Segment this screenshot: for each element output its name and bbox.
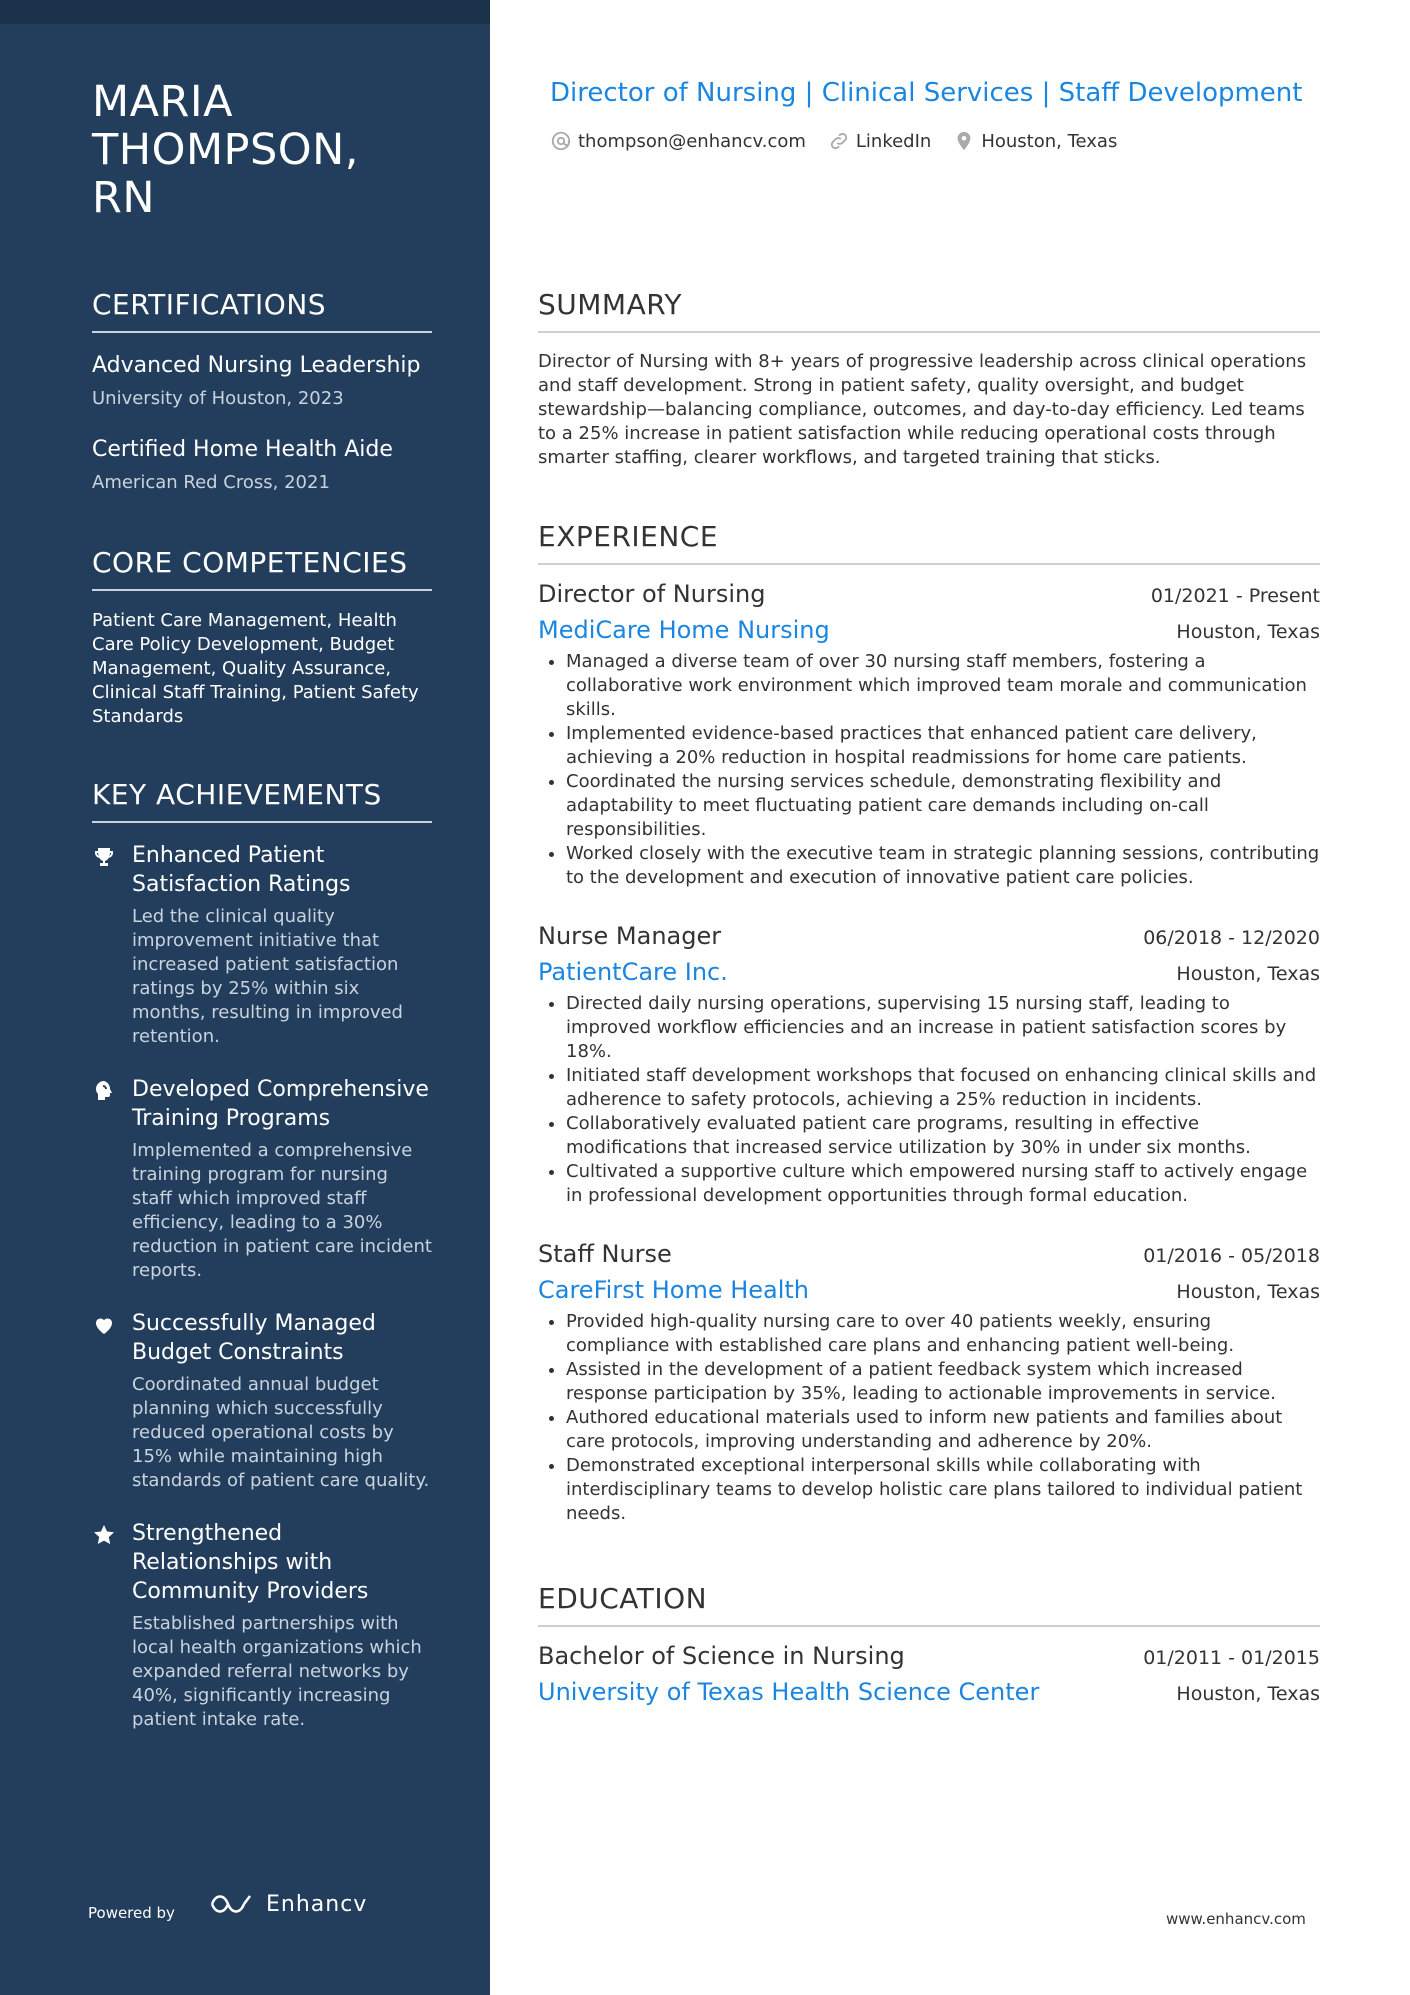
sidebar (0, 0, 490, 1995)
linkedin-text: LinkedIn (855, 130, 932, 152)
job-bullet: • Collaboratively evaluated patient care programs, resulting in effective modifications that increased service utilization by 30% in under six months. (566, 1112, 1320, 1160)
experience-heading: EXPERIENCE (538, 520, 1320, 565)
job-bullet: • Assisted in the development of a patient feedback system which increased response participation by 35%, leading to actionable improvements in service. (566, 1358, 1320, 1406)
job-company[interactable]: CareFirst Home Health (538, 1276, 810, 1304)
job-bullet: • Managed a diverse team of over 30 nursing staff members, fostering a collaborative work environment which improved team morale and communication skills. (566, 650, 1320, 722)
contact-row (550, 130, 1139, 152)
achievement-title: Developed Comprehensive Training Programs (132, 1077, 429, 1131)
achievements-heading: KEY ACHIEVEMENTS (92, 778, 432, 823)
achievement-description: Coordinated annual budget planning which successfully reduced operational costs by 15% while maintaining high standards of patient care quality. (132, 1374, 430, 1491)
powered-by-label: Powered by (88, 1904, 175, 1922)
sidebar-top-bar (0, 0, 490, 24)
achievement-item (92, 1309, 432, 1493)
achievement-description: Led the clinical quality improvement initiative that increased patient satisfaction ratings by 25% within six months, resulting in improved retention. (132, 906, 403, 1047)
contact-location (953, 130, 1117, 152)
email-text: thompson@enhancv.com (578, 130, 806, 152)
job-bullet: • Cultivated a supportive culture which empowered nursing staff to actively engage in professional development opportunities through formal education. (566, 1160, 1320, 1208)
summary-text: Director of Nursing with 8+ years of progressive leadership across clinical operations and staff development. Strong in patient safety, quality oversight, and budget stewardship—balancing compliance, outcomes, and day-to-day efficiency. Led teams to a 25% increase in patient satisfaction while reducing operational costs through smarter staffing, clearer workflows, and targeted training that sticks. (538, 351, 1307, 468)
job-dates: 01/2021 - Present (1150, 585, 1320, 607)
brand-name: Enhancv (266, 1891, 368, 1917)
certification-title: Certified Home Health Aide (92, 437, 393, 462)
brain-icon (92, 1079, 116, 1103)
job-bullet: • Authored educational materials used to inform new patients and families about care protocols, improving understanding and adherence by 20%. (566, 1406, 1320, 1454)
achievement-title: Enhanced Patient Satisfaction Ratings (132, 843, 351, 897)
achievement-description: Established partnerships with local health organizations which expanded referral networks by 40%, significantly increasing patient intake rate. (132, 1613, 422, 1730)
competencies-section (92, 546, 432, 729)
education-item (538, 1642, 1320, 1706)
candidate-name: MARIA THOMPSON, RN (92, 77, 359, 223)
job-bullets (538, 650, 1320, 890)
brand-logo[interactable] (208, 1890, 367, 1918)
job-bullet: • Directed daily nursing operations, supervising 15 nursing staff, leading to improved workflow efficiencies and an increase in patient satisfaction scores by 18%. (566, 992, 1320, 1064)
certifications-section (92, 288, 432, 519)
experience-item (538, 922, 1320, 1208)
job-dates: 01/2016 - 05/2018 (1143, 1245, 1320, 1267)
school[interactable]: University of Texas Health Science Center (538, 1678, 1040, 1706)
job-bullet: • Demonstrated exceptional interpersonal skills while collaborating with interdisciplinary teams to develop holistic care plans tailored to individual patient needs. (566, 1454, 1320, 1526)
job-title: Nurse Manager (538, 922, 722, 950)
contact-email[interactable] (550, 130, 806, 152)
job-bullet: • Implemented evidence-based practices that enhanced patient care delivery, achieving a 20% reduction in hospital readmissions for home care patients. (566, 722, 1320, 770)
link-icon (828, 130, 850, 152)
achievement-item (92, 841, 432, 1049)
achievement-description: Implemented a comprehensive training program for nursing staff which improved staff efficiency, leading to a 30% reduction in patient care incident reports. (132, 1140, 432, 1281)
heart-icon (92, 1313, 116, 1337)
job-bullets (538, 992, 1320, 1208)
competencies-heading: CORE COMPETENCIES (92, 546, 432, 591)
achievement-title: Successfully Managed Budget Constraints (132, 1311, 376, 1365)
certification-title: Advanced Nursing Leadership (92, 353, 421, 378)
certification-issuer: American Red Cross, 2021 (92, 472, 330, 493)
job-bullet: • Initiated staff development workshops that focused on enhancing clinical skills and adherence to safety protocols, achieving a 25% reduction in incidents. (566, 1064, 1320, 1112)
contact-linkedin[interactable] (828, 130, 931, 152)
job-title: Director of Nursing (538, 580, 766, 608)
certification-issuer: University of Houston, 2023 (92, 388, 344, 409)
at-icon (550, 130, 572, 152)
job-bullet: • Worked closely with the executive team in strategic planning sessions, contributing to the development and execution of innovative patient care policies. (566, 842, 1320, 890)
job-dates: 06/2018 - 12/2020 (1143, 927, 1320, 949)
job-location: Houston, Texas (1176, 621, 1320, 643)
degree: Bachelor of Science in Nursing (538, 1642, 905, 1670)
star-icon (92, 1523, 116, 1547)
summary-heading: SUMMARY (538, 288, 1320, 333)
enhancv-logo-icon (208, 1890, 256, 1918)
competencies-text: Patient Care Management, Health Care Policy Development, Budget Management, Quality Assurance, Clinical Staff Training, Patient Safety Standards (92, 610, 419, 727)
footer-url[interactable]: www.enhancv.com (1166, 1910, 1306, 1928)
trophy-icon (92, 845, 116, 869)
achievements-section (92, 778, 432, 1758)
education-dates: 01/2011 - 01/2015 (1143, 1647, 1320, 1669)
job-bullet: • Coordinated the nursing services schedule, demonstrating flexibility and adaptability to meet fluctuating patient care demands including on-call responsibilities. (566, 770, 1320, 842)
certification-item (92, 435, 432, 497)
location-text: Houston, Texas (981, 130, 1118, 152)
job-location: Houston, Texas (1176, 1281, 1320, 1303)
job-bullets (538, 1310, 1320, 1526)
achievement-title: Strengthened Relationships with Community Providers (132, 1521, 369, 1604)
certification-item (92, 351, 432, 413)
location-pin-icon (953, 130, 975, 152)
achievement-item (92, 1075, 432, 1283)
job-company[interactable]: PatientCare Inc. (538, 958, 728, 986)
education-heading: EDUCATION (538, 1582, 1320, 1627)
certifications-heading: CERTIFICATIONS (92, 288, 432, 333)
experience-item (538, 580, 1320, 890)
achievement-item (92, 1519, 432, 1732)
job-bullet: • Provided high-quality nursing care to over 40 patients weekly, ensuring compliance with established care plans and enhancing patient well-being. (566, 1310, 1320, 1358)
job-company[interactable]: MediCare Home Nursing (538, 616, 830, 644)
job-title: Staff Nurse (538, 1240, 672, 1268)
experience-item (538, 1240, 1320, 1526)
job-location: Houston, Texas (1176, 963, 1320, 985)
education-location: Houston, Texas (1176, 1683, 1320, 1705)
headline: Director of Nursing | Clinical Services | Staff Development (550, 78, 1303, 108)
